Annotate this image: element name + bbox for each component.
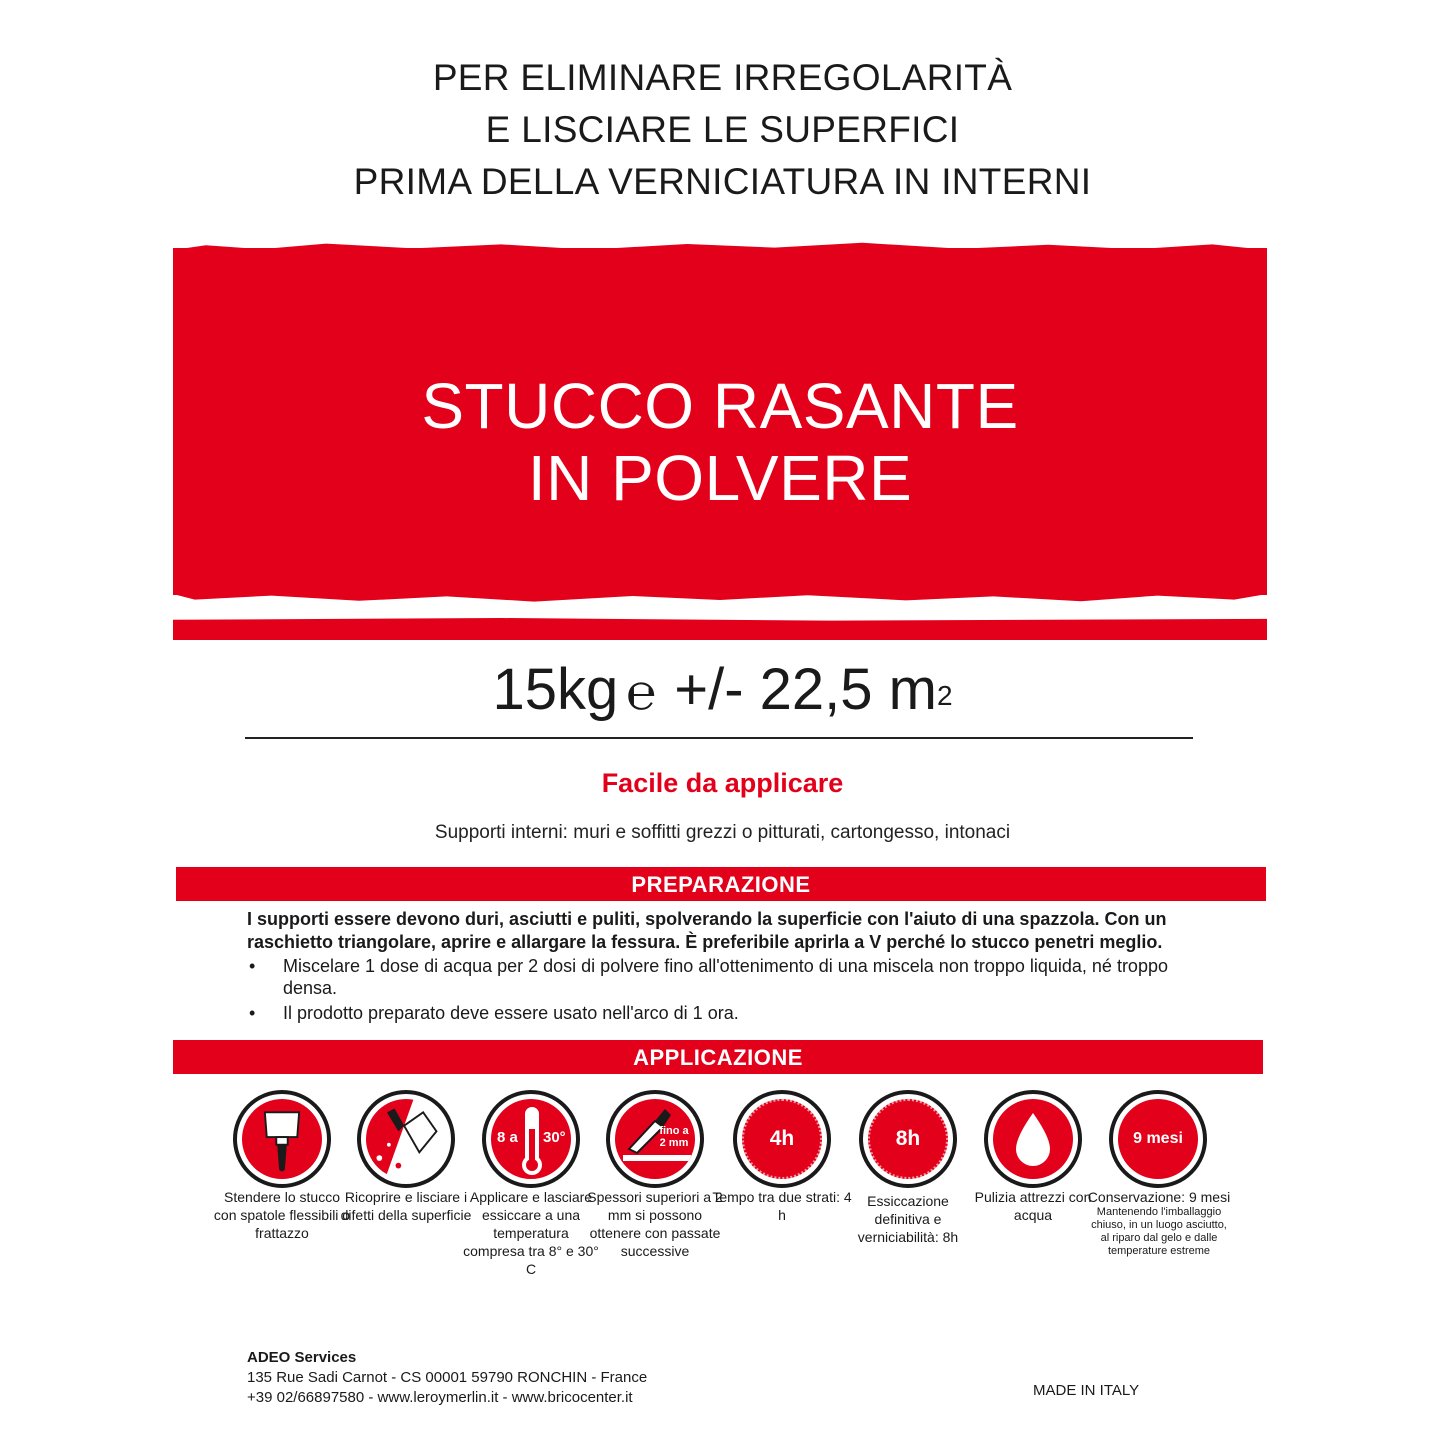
weight: 15kg	[492, 657, 619, 722]
smoothing-icon	[357, 1090, 455, 1188]
company-name: ADEO Services	[247, 1349, 357, 1366]
step-caption-3: Applicare e lasciare essiccare a una temperatura compresa tra 8° e 30° C	[463, 1189, 599, 1277]
storage-icon	[1109, 1090, 1207, 1188]
headline	[0, 52, 1445, 208]
thickness-icon	[606, 1090, 704, 1188]
storage-label: 9 mesi	[1133, 1130, 1183, 1147]
decorative-strip	[173, 618, 1267, 640]
clock-8h-icon	[859, 1090, 957, 1188]
thickness-label: fino a 2 mm	[659, 1125, 689, 1149]
clock-4h-icon	[733, 1090, 831, 1188]
preparation-intro: I supporti essere devono duri, asciutti e puliti, spolverando la superficie con l'aiuto di una spazzola. Con un raschietto triangolare, aprire e allargare la fessura. È preferibile aprirla a V perché lo stucco penetri meglio.	[247, 909, 1167, 952]
temp-min-label: 8 a	[497, 1129, 518, 1146]
headline-line-3: PRIMA DELLA VERNICIATURA IN INTERNI	[353, 161, 1092, 202]
headline-line-1: PER ELIMINARE IRREGOLARITÀ	[432, 57, 1013, 98]
company-address	[247, 1348, 647, 1408]
storage-note: Mantenendo l'imballaggio chiuso, in un luogo asciutto, al riparo dal gelo e dalle temperature estreme	[1091, 1206, 1227, 1257]
product-title	[173, 370, 1267, 514]
spatula-icon	[233, 1090, 331, 1188]
thermometer-icon	[482, 1090, 580, 1188]
preparation-bullets	[247, 955, 1207, 1027]
list-item: • Miscelare 1 dose di acqua per 2 dosi di polvere fino all'ottenimento di una miscela non troppo liquida, né troppo densa.	[249, 956, 1168, 998]
quantity-line	[0, 650, 1445, 732]
address-line: 135 Rue Sadi Carnot - CS 00001 59790 RONCHIN - France	[247, 1369, 648, 1386]
step-caption-1: Stendere lo stucco con spatole flessibili o frattazzo	[213, 1189, 351, 1241]
clock-4h-label: 4h	[769, 1127, 795, 1150]
application-heading: APPLICAZIONE	[173, 1040, 1263, 1074]
step-caption-2: Ricoprire e lisciare i difetti della superficie	[340, 1189, 472, 1223]
supports-text: Supporti interni: muri e soffitti grezzi o pitturati, cartongesso, intonaci	[434, 822, 1011, 843]
estimated-sign-icon: ℮	[626, 664, 657, 720]
list-item: • Il prodotto preparato deve essere usato nell'arco di 1 ora.	[249, 1003, 739, 1023]
coverage-exponent: 2	[936, 680, 953, 711]
coverage: +/- 22,5 m	[674, 657, 937, 722]
temp-max-label: 30°	[543, 1129, 566, 1146]
contact-line: +39 02/66897580 - www.leroymerlin.it - www.bricocenter.it	[247, 1389, 633, 1406]
step-caption-6: Essiccazione definitiva e verniciabilità: 8h	[857, 1193, 959, 1245]
made-in-label: MADE IN ITALY	[1033, 1382, 1140, 1399]
step-caption-4: Spessori superiori a 2 mm si possono ottenere con passate successive	[587, 1189, 723, 1259]
subtitle: Facile da applicare	[601, 768, 844, 798]
product-title-line-2: IN POLVERE	[527, 442, 913, 514]
product-title-line-1: STUCCO RASANTE	[421, 370, 1019, 442]
step-caption-8: Conservazione: 9 mesi Mantenendo l'imballaggio chiuso, in un luogo asciutto, al riparo dal gelo e dalle temperature estreme	[1087, 1189, 1231, 1257]
step-caption-7: Pulizia attrezzi con acqua	[974, 1189, 1092, 1223]
clock-8h-label: 8h	[895, 1127, 921, 1150]
step-caption-5: Tempo tra due strati: 4 h	[712, 1189, 852, 1223]
water-drop-icon	[984, 1090, 1082, 1188]
preparation-heading: PREPARAZIONE	[176, 867, 1266, 901]
divider	[245, 737, 1193, 739]
headline-line-2: E LISCIARE LE SUPERFICI	[485, 109, 960, 150]
